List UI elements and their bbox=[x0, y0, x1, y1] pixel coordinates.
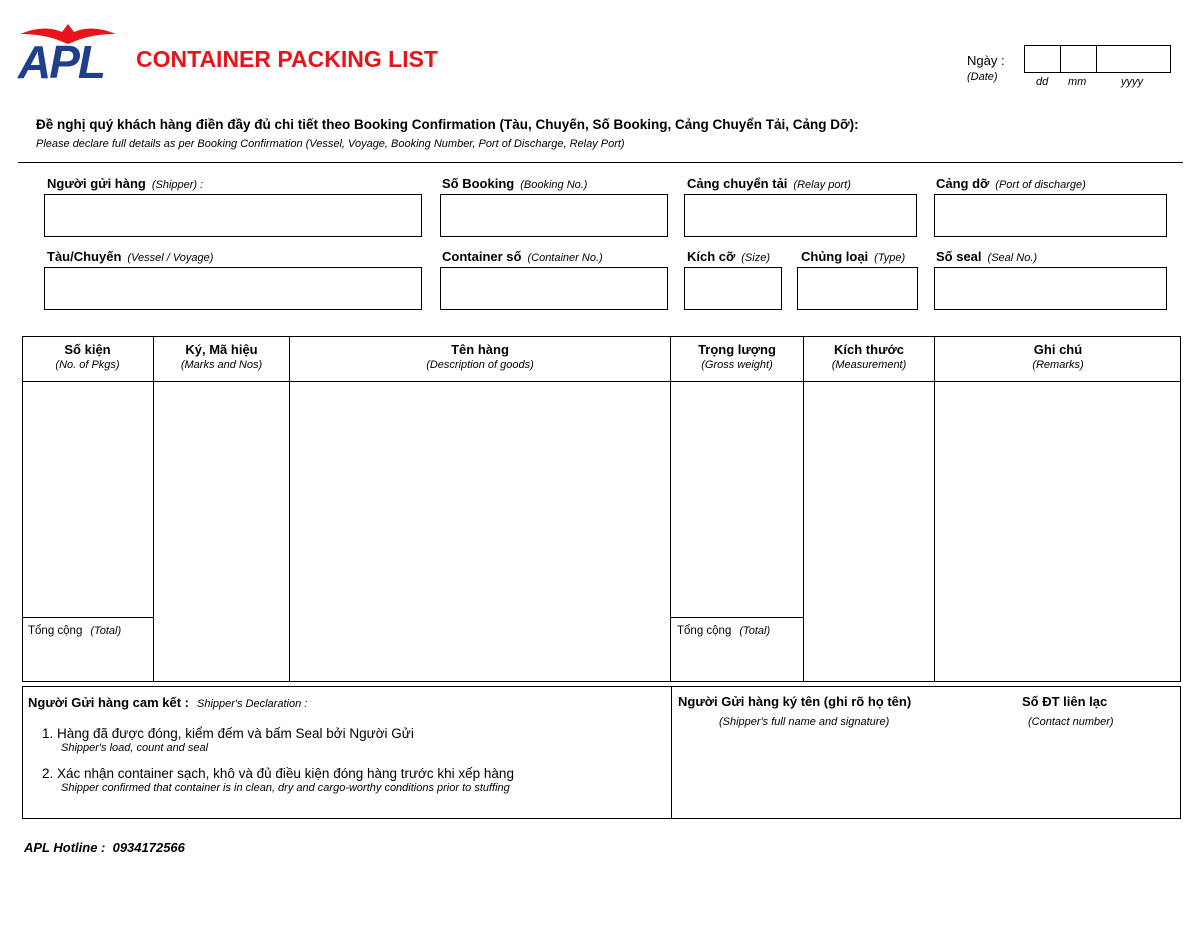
container-input[interactable] bbox=[440, 267, 668, 310]
discharge-port-input[interactable] bbox=[934, 194, 1167, 237]
table-header-divider bbox=[22, 381, 1181, 382]
container-label: Container số (Container No.) bbox=[442, 249, 603, 264]
relay-port-input[interactable] bbox=[684, 194, 917, 237]
date-part-mm: mm bbox=[1068, 76, 1087, 88]
signature-label-en: (Shipper's full name and signature) bbox=[719, 716, 890, 728]
cargo-table bbox=[22, 336, 1181, 682]
seal-label: Số seal (Seal No.) bbox=[936, 249, 1038, 264]
discharge-port-label: Cảng dỡ (Port of discharge) bbox=[936, 176, 1086, 191]
col-header-remarks: Ghi chú (Remarks) bbox=[1032, 342, 1084, 371]
divider bbox=[18, 162, 1183, 163]
date-label-en: (Date) bbox=[967, 71, 998, 83]
date-month-input[interactable] bbox=[1060, 45, 1097, 73]
total-weight-label: Tổng cộng (Total) bbox=[677, 625, 771, 637]
date-part-yyyy: yyyy bbox=[1121, 76, 1143, 88]
type-input[interactable] bbox=[797, 267, 918, 310]
type-label: Chủng loại (Type) bbox=[801, 249, 906, 264]
page-title: CONTAINER PACKING LIST bbox=[136, 46, 438, 72]
contact-label-en: (Contact number) bbox=[1028, 716, 1114, 728]
col-header-description: Tên hàng (Description of goods) bbox=[426, 342, 534, 371]
col-header-weight: Trọng lượng (Gross weight) bbox=[698, 342, 776, 371]
instructions-en: Please declare full details as per Booking Confirmation (Vessel, Voyage, Booking Number, Port of Discharge, Relay Port) bbox=[36, 138, 625, 150]
vessel-label: Tàu/Chuyến (Vessel / Voyage) bbox=[47, 249, 214, 264]
hotline: APL Hotline : 0934172566 bbox=[24, 840, 185, 855]
vessel-input[interactable] bbox=[44, 267, 422, 310]
col-header-pkgs: Số kiện (No. of Pkgs) bbox=[55, 342, 120, 371]
date-label: Ngày : bbox=[967, 53, 1005, 68]
shipper-input[interactable] bbox=[44, 194, 422, 237]
signature-label: Người Gửi hàng ký tên (ghi rõ họ tên) bbox=[678, 694, 912, 709]
declaration-item-1: 1. Hàng đã được đóng, kiểm đếm và bấm Seal bởi Người Gửi Shipper's load, count and seal bbox=[42, 726, 414, 754]
date-part-dd: dd bbox=[1036, 76, 1049, 88]
col-header-measurement: Kích thước (Measurement) bbox=[831, 342, 907, 371]
shipper-label: Người gửi hàng (Shipper) : bbox=[47, 176, 204, 191]
col-header-marks: Ký, Mã hiệu (Marks and Nos) bbox=[180, 342, 263, 371]
date-year-input[interactable] bbox=[1096, 45, 1171, 73]
instructions-vn: Đề nghị quý khách hàng điền đầy đủ chi tiết theo Booking Confirmation (Tàu, Chuyến, Số Booking, Cảng Chuyển Tải, Cảng Dỡ): bbox=[36, 117, 859, 132]
signature-area[interactable] bbox=[676, 735, 1176, 815]
seal-input[interactable] bbox=[934, 267, 1167, 310]
size-label: Kích cỡ (Size) bbox=[687, 249, 770, 264]
size-input[interactable] bbox=[684, 267, 782, 310]
relay-port-label: Cảng chuyển tải (Relay port) bbox=[687, 176, 851, 191]
logo-text: APL bbox=[18, 36, 104, 88]
total-pkgs-label: Tổng cộng (Total) bbox=[28, 625, 122, 637]
date-day-input[interactable] bbox=[1024, 45, 1061, 73]
declaration-item-2: 2. Xác nhận container sạch, khô và đủ điều kiện đóng hàng trước khi xếp hàng Shipper confirmed that container is in clean, dry and cargo-worthy conditions prior to stuffing bbox=[42, 766, 514, 794]
booking-input[interactable] bbox=[440, 194, 668, 237]
contact-label: Số ĐT liên lạc bbox=[1022, 694, 1108, 709]
apl-logo bbox=[18, 22, 118, 86]
booking-label: Số Booking (Booking No.) bbox=[442, 176, 588, 191]
declaration-title: Người Gửi hàng cam kết : Shipper's Declaration : bbox=[28, 695, 308, 710]
